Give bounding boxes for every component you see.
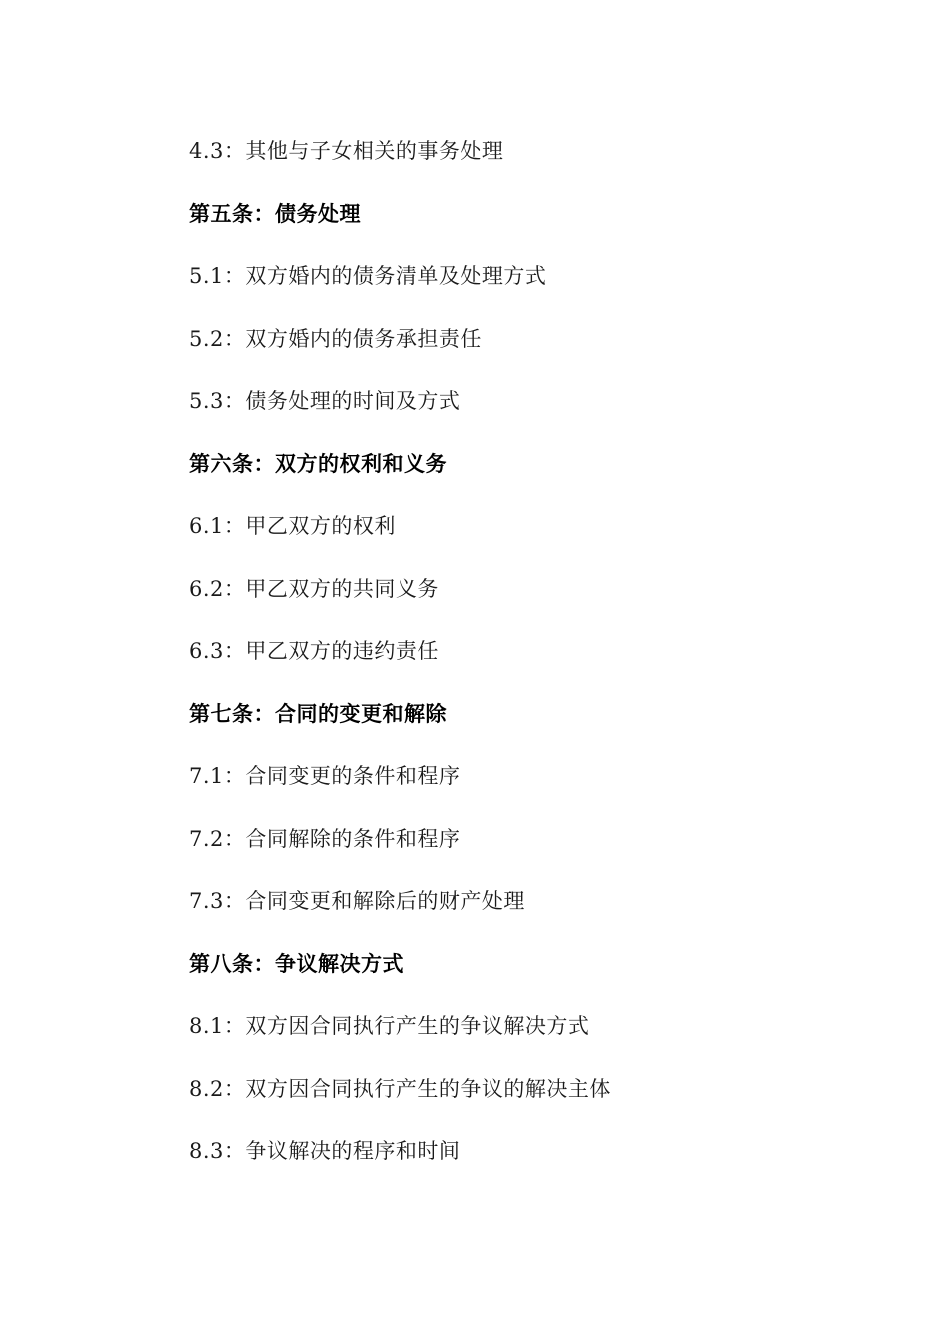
clause-item-5-1: 5.1：双方婚内的债务清单及处理方式 (189, 264, 547, 288)
clause-item-7-2: 7.2：合同解除的条件和程序 (189, 826, 461, 851)
clause-item-8-3: 8.3：争议解决的程序和时间 (189, 1139, 461, 1163)
article-heading-7: 第七条：合同的变更和解除 (189, 701, 447, 726)
clause-item-7-1: 7.1：合同变更的条件和程序 (189, 764, 461, 788)
clause-item-6-2: 6.2：甲乙双方的共同义务 (189, 576, 439, 601)
document-body (189, 133, 869, 1196)
article-heading-5: 第五条：债务处理 (189, 201, 361, 226)
clause-item-8-2: 8.2：双方因合同执行产生的争议的解决主体 (189, 1076, 611, 1101)
clause-item-6-3: 6.3：甲乙双方的违约责任 (189, 639, 439, 663)
clause-item-5-3: 5.3：债务处理的时间及方式 (189, 389, 461, 413)
clause-item-5-2: 5.2：双方婚内的债务承担责任 (189, 326, 482, 351)
clause-item-6-1: 6.1：甲乙双方的权利 (189, 514, 396, 538)
article-heading-8: 第八条：争议解决方式 (189, 951, 404, 976)
article-heading-6: 第六条：双方的权利和义务 (189, 451, 447, 476)
clause-item-7-3: 7.3：合同变更和解除后的财产处理 (189, 889, 525, 913)
clause-item-4-3: 4.3：其他与子女相关的事务处理 (189, 139, 504, 163)
clause-item-8-1: 8.1：双方因合同执行产生的争议解决方式 (189, 1014, 590, 1038)
